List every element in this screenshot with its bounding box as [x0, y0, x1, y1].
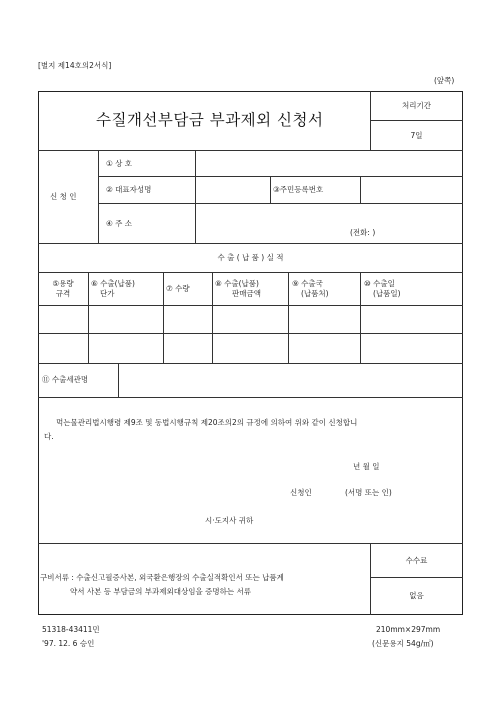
- divider: [370, 543, 371, 615]
- divider: [370, 120, 463, 121]
- date-line: 년 월 일: [353, 462, 380, 471]
- col-capacity-label: ⑤용량: [52, 279, 74, 288]
- required-documents: 구비서류 : 수출신고필증사본, 외국환은행장의 수출실적확인서 또는 납품계: [40, 573, 284, 582]
- divider: [370, 577, 463, 578]
- processing-period-value: 7일: [410, 131, 423, 140]
- address-field[interactable]: [196, 204, 462, 242]
- required-documents-cont: 약서 사본 등 부담금의 부과제외대상임을 증명하는 서류: [70, 587, 251, 596]
- divider: [370, 91, 371, 150]
- trade-name-label: ① 상 호: [106, 159, 132, 168]
- divider: [38, 397, 463, 398]
- divider: [38, 243, 463, 244]
- col-sales-amount-label-sub: 판매금액: [232, 289, 261, 298]
- resident-number-field[interactable]: [361, 177, 462, 202]
- paper-size: 210mm×297mm: [376, 625, 441, 634]
- col-sales-amount-label: ⑧ 수출(납품): [215, 279, 259, 288]
- col-capacity-label-sub: 규격: [55, 289, 71, 298]
- col-destination-label-sub: (납품처): [301, 289, 329, 298]
- address-label: ④ 주 소: [106, 219, 132, 228]
- col-destination-label: ⑨ 수출국: [292, 279, 323, 288]
- signer-label: 신청인: [290, 488, 312, 497]
- processing-period-label: 처리기간: [402, 101, 431, 110]
- divider: [270, 176, 271, 203]
- representative-name-label: ② 대표자성명: [106, 185, 152, 194]
- representative-name-field[interactable]: [196, 177, 269, 202]
- fee-label: 수수료: [405, 556, 428, 565]
- applicant-section-label: 신 청 인: [50, 192, 77, 201]
- divider: [38, 272, 463, 273]
- export-record-header: 수 출 ( 납 품 ) 실 적: [217, 253, 284, 262]
- statement-text: 먹는물관리법시행령 제9조 및 동법시행규칙 제20조의2의 규정에 의하여 위와 같이 신청합니: [56, 418, 358, 427]
- signature-label: (서명 또는 인): [345, 488, 392, 497]
- record-row[interactable]: [39, 306, 462, 332]
- approval-date: '97. 12. 6 승인: [42, 639, 95, 648]
- divider: [38, 543, 463, 544]
- statement-text-cont: 다.: [44, 432, 54, 441]
- col-unit-price-label: ⑥ 수출(납품): [91, 279, 135, 288]
- form-code: 51318-43411민: [42, 625, 100, 634]
- form-number: [별지 제14호의2서식]: [38, 61, 112, 70]
- phone-label: (전화: ): [350, 228, 376, 237]
- col-export-date-label-sub: (납품일): [373, 289, 401, 298]
- page-side-label: (앞쪽): [434, 76, 455, 85]
- resident-number-label: ③주민등록번호: [273, 185, 324, 194]
- trade-name-field[interactable]: [196, 151, 462, 175]
- addressee: 시·도지사 귀하: [205, 516, 254, 525]
- divider: [98, 150, 99, 243]
- col-quantity-label: ⑦ 수량: [166, 284, 190, 293]
- form-title: 수질개선부담금 부과제외 신청서: [96, 111, 324, 129]
- customs-office-label: ⑪ 수출세관명: [42, 375, 89, 384]
- fee-value: 없음: [409, 591, 424, 600]
- col-export-date-label: ⑩ 수출일: [364, 279, 395, 288]
- record-row[interactable]: [39, 334, 462, 362]
- col-unit-price-label-sub: 단가: [100, 289, 115, 298]
- customs-office-field[interactable]: [119, 364, 462, 396]
- paper-type: (신문용지 54g/㎡): [372, 639, 434, 648]
